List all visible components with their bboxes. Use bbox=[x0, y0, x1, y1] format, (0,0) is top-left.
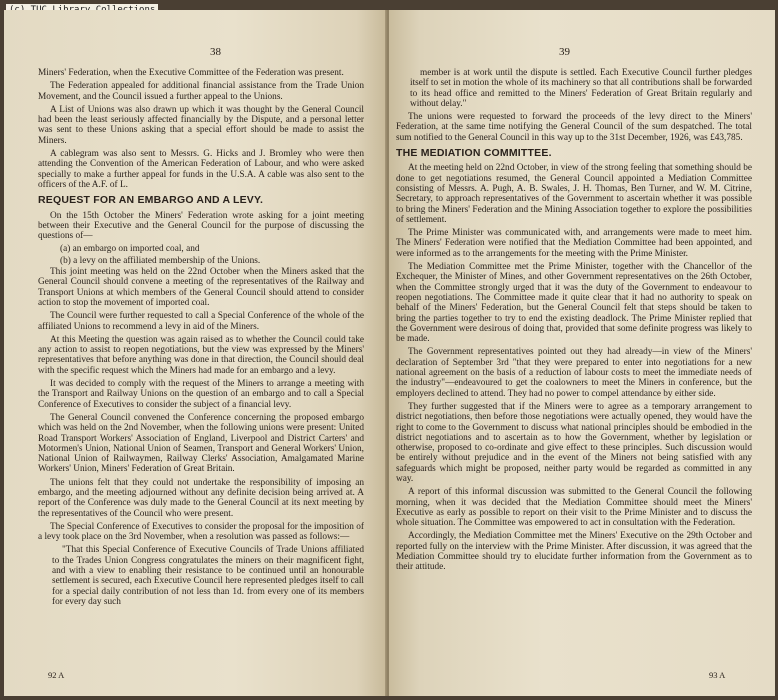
right-page-footer: 93 A bbox=[709, 670, 726, 680]
paragraph: The unions were requested to forward the proceeds of the levy direct to the Miners' Federation, at the same time notifying the General Council of the sum despatched. The total sum notified to the General Council in this way up to the 31st December, 1926, was £43,785. bbox=[396, 112, 752, 143]
paragraph: They further suggested that if the Miners were to agree as a temporary arrangement to district negotiations, then before those negotiations were actually opened, they would have the right to come to the Government to discuss what national principles should be embodied in the district negotiations and to ascertain as to how the Government, whether by legislation or otherwise, proposed to co-ordinate and give effect to these principles. Such discussion would be entirely without prejudice and in the event of the Miners not being satisfied with any safeguards which might be proposed, neither party would be regarded as committed in any way. bbox=[396, 401, 752, 484]
paragraph: member is at work until the dispute is settled. Each Executive Council further pledges itself to set in motion the whole of its machinery so that all contributions shall be forwarded to its head office and remitted to the Miners' Federation of Great Britain regularly and without delay." bbox=[410, 68, 752, 109]
paragraph: The Federation appealed for additional financial assistance from the Trade Union Movement, and the Council issued a further appeal to the Unions. bbox=[38, 81, 364, 102]
section-heading: REQUEST FOR AN EMBARGO AND A LEVY. bbox=[38, 194, 264, 207]
left-page-number: 38 bbox=[210, 46, 221, 58]
paragraph: The unions felt that they could not undertake the responsibility of imposing an embargo, and the meeting adjourned without any definite decision being arrived at. A report of the Conference was duly made to the General Council at its next meeting by the representatives of the Council who were present. bbox=[38, 477, 364, 519]
paragraph: A cablegram was also sent to Messrs. G. Hicks and J. Bromley who were then attending the Convention of the American Federation of Labour, and who were asked specially to make a further appeal for funds in the U.S.A. A cable was also sent to the officers of the A.F. of L. bbox=[38, 149, 364, 190]
paragraph: A List of Unions was also drawn up which it was thought by the General Council had been the least seriously affected financially by the Dispute, and a personal letter was sent to these Unions asking that a special effort should be made to assist the Miners. bbox=[38, 104, 364, 146]
paragraph: The General Council convened the Conference concerning the proposed embargo which was held on the 2nd November, when the following unions were present: United Road Transport Workers' Association of England, Liverpool and District Carters' and Motormen's Union, National Union of Seamen, Transport and General Workers' Union, National Union of Railwaymen, Railway Clerks' Association, Amalgamated Marine Workers' Union, Miners' Federation of Great Britain. bbox=[38, 412, 364, 475]
paragraph: Accordingly, the Mediation Committee met the Miners' Executive on the 29th October and reported fully on the interview with the Prime Minister. After discussion, it was agreed that the Mediation Committee should try to elucidate further information from the Government as to their attitude. bbox=[396, 531, 752, 573]
paragraph: "That this Special Conference of Executive Councils of Trade Unions affiliated to the Trades Union Congress congratulates the miners on their magnificent fight, and with a view to enabling their resistance to be continued until an honourable settlement is secured, each Executive Council here represented pledges itself to call for a special daily contribution of not less than 1d. from every one of its members for every day such bbox=[52, 545, 364, 607]
right-page bbox=[389, 10, 775, 696]
left-page bbox=[4, 10, 387, 696]
paragraph: The Council were further requested to call a Special Conference of the whole of the affiliated Unions to recommend a levy in aid of the Miners. bbox=[38, 311, 364, 332]
paragraph: At the meeting held on 22nd October, in view of the strong feeling that something should be done to get negotiations resumed, the General Council appointed a Mediation Committee consisting of Messrs. A. Pugh, A. B. Swales, J. H. Thomas, Ben Turner, and W. M. Citrine, Secretary, to approach representatives of the Government to ascertain whether it was possible to bring the Miners' Federation and the Mining Association together to explore the possibilities of settlement. bbox=[396, 163, 752, 225]
paragraph: Miners' Federation, when the Executive Committee of the Federation was present. bbox=[38, 68, 344, 78]
right-page-text bbox=[396, 68, 752, 576]
paragraph: It was decided to comply with the request of the Miners to arrange a meeting with the Transport and Railway Unions on the question of an embargo and to call a Special Conference of Executives to consider the subject of a financial levy. bbox=[38, 379, 364, 410]
paragraph: The Government representatives pointed out they had already—in view of the Miners' declaration of September 3rd "that they were prepared to enter into negotiations for a new national agreement on the basis of a reduction of labour costs to meet the immediate needs of the industry"—endeavoured to get the coalowners to meet the Miners in conference, but the employers declined to attend. They had no power to compel attendance by either side. bbox=[396, 347, 752, 399]
paragraph: The Mediation Committee met the Prime Minister, together with the Chancellor of the Exchequer, the Minister of Mines, and other Government representatives on the 26th October, when the Committee strongly urged that it was the duty of the Government to endeavour to reopen negotiations. The Committee made it quite clear that it had no authority to speak on behalf of the Miners' Federation, but the General Council felt that steps should be taken to bring the parties together to try to end the existing deadlock. The Prime Minister replied that the Government were desirous of doing that, provided that some definite progress was likely to be made. bbox=[396, 262, 752, 345]
paragraph: This joint meeting was held on the 22nd October when the Miners asked that the General Council should convene a meeting of the representatives of the Railway and Transport Unions at which members of the General Council should attend to consider action to stop the movement of imported coal. bbox=[38, 267, 364, 308]
paragraph: A report of this informal discussion was submitted to the General Council the following morning, when it was decided that the Mediation Committee should meet the Miners' Executive as early as possible to report on their visit to the Prime Minister and to discuss the whole situation. The Committee was empowered to act in consultation with the Federation. bbox=[396, 487, 752, 529]
left-page-text bbox=[38, 68, 364, 610]
list-item: (a) an embargo on imported coal, and bbox=[60, 244, 200, 255]
paragraph: The Special Conference of Executives to consider the proposal for the imposition of a levy took place on the 3rd November, when a resolution was passed as follows:— bbox=[38, 521, 364, 543]
paragraph: At this Meeting the question was again raised as to whether the Council could take any action to assist to reopen negotiations, but the view was expressed by the Miners' representatives that before anything was done in that direction, the Council should deal with the specific request which the Miners had made for an embargo and a levy. bbox=[38, 334, 364, 376]
paragraph: On the 15th October the Miners' Federation wrote asking for a joint meeting between their Executive and the General Council for the purpose of discussing the questions of— bbox=[38, 210, 364, 242]
list-item: (b) a levy on the affiliated membership of the Unions. bbox=[60, 255, 261, 266]
section-heading: THE MEDIATION COMMITTEE. bbox=[396, 147, 552, 160]
right-page-number: 39 bbox=[559, 46, 570, 58]
paragraph: The Prime Minister was communicated with, and arrangements were made to meet him. The Miners' Federation were notified that the Mediation Committee had been appointed, and were informed as to the arrangements for the meeting with the Prime Minister. bbox=[396, 228, 752, 259]
left-page-footer: 92 A bbox=[48, 670, 65, 680]
